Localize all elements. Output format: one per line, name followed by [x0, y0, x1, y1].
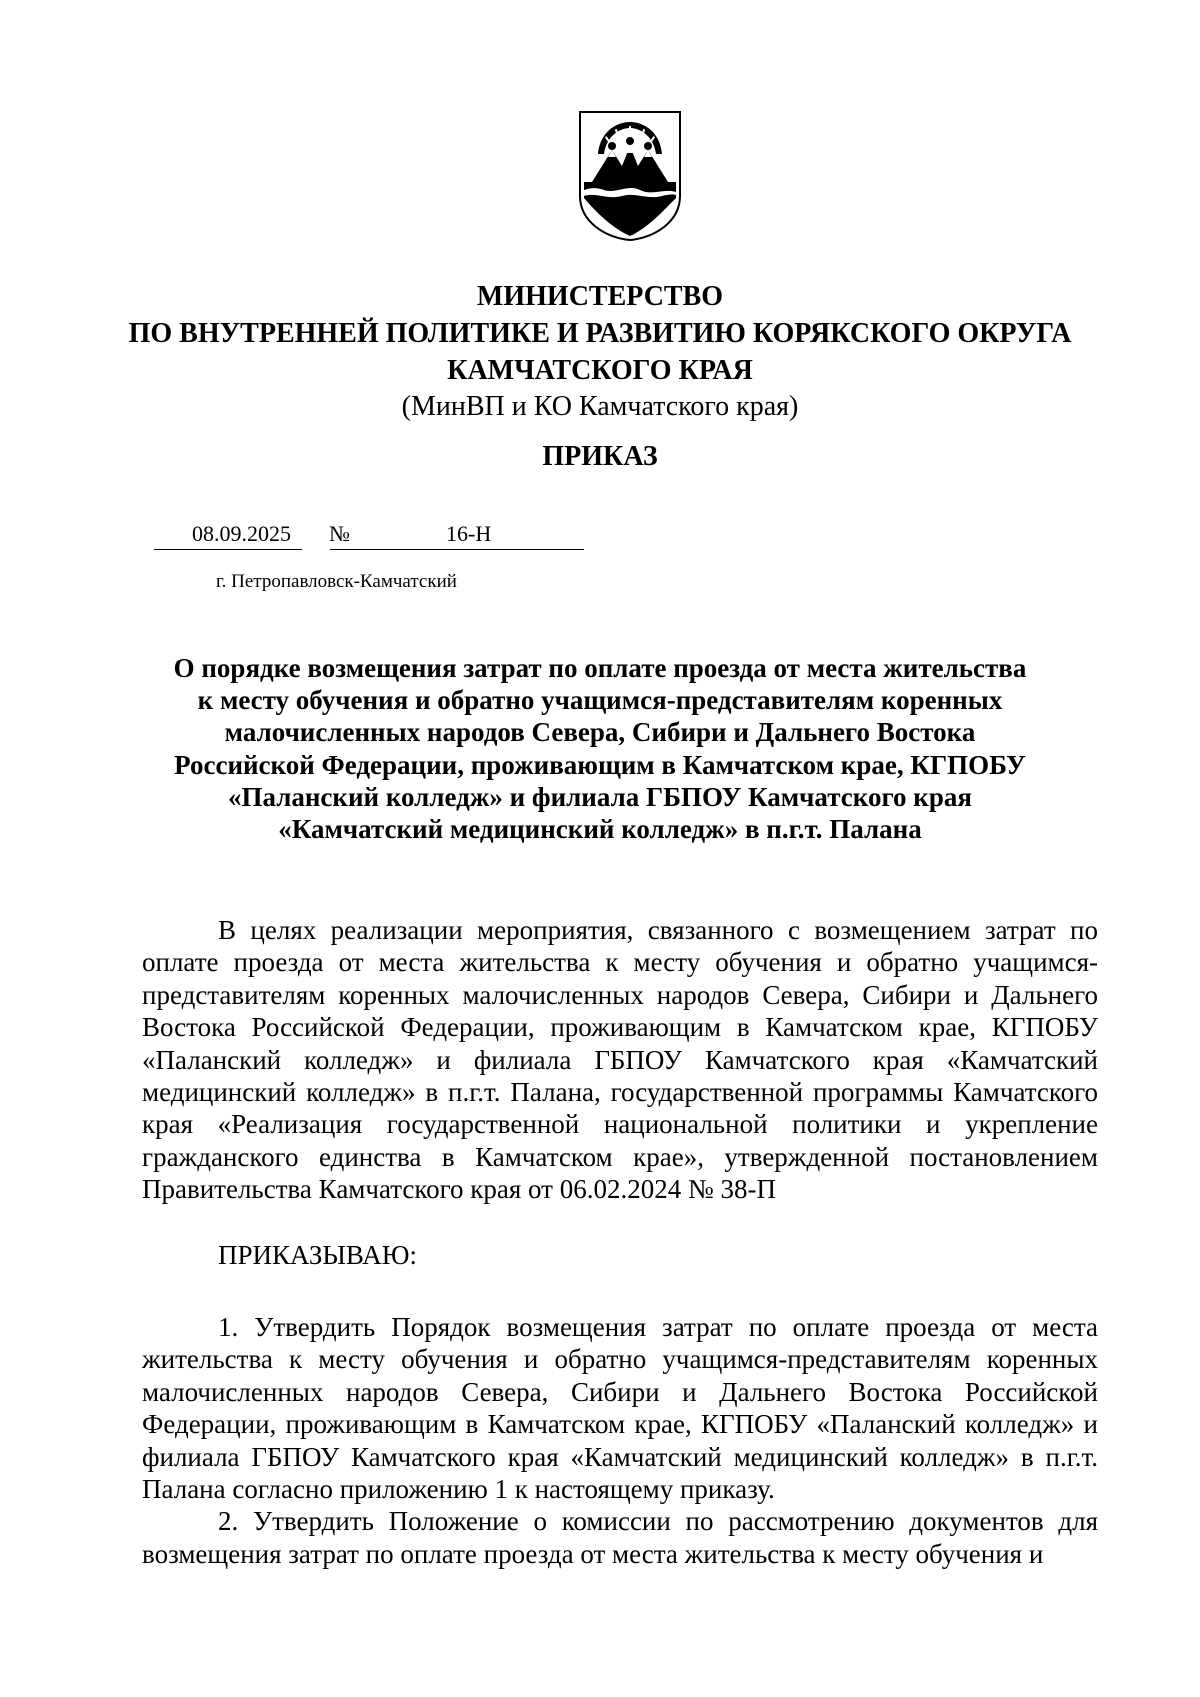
order-word: ПРИКАЗЫВАЮ: [218, 1240, 417, 1270]
document-date: 08.09.2025 [192, 521, 291, 546]
title-line: О порядке возмещения затрат по оплате проезда от места жительства [173, 653, 1027, 683]
date-underline [154, 549, 302, 550]
document-title [120, 652, 1080, 845]
preamble-section [142, 914, 1098, 1206]
order-item: 2. Утвердить Положение о комиссии по рассмотрению документов для возмещения затрат по оплате проезда от места жительства к месту обучения и [142, 1506, 1098, 1569]
preamble-paragraph: В целях реализации мероприятия, связанного с возмещением затрат по оплате проезда от места жительства к месту обучения и обратно учащимся-представителям коренных малочисленных народов Севера, Сибири и Дальнего Востока Российской Федерации, проживающим в Камчатском крае, КГПОБУ «Паланский колледж» и филиала ГБПОУ Камчатского края «Камчатский медицинский колледж» в п.г.т. Палана, государственной программы Камчатского края «Реализация государственной национальной политики и укрепление гражданского единства в Камчатском крае», утвержденной постановлением Правительства Камчатского края от 06.02.2024 № 38-П [142, 915, 1098, 1205]
title-line: «Паланский колледж» и филиала ГБПОУ Камчатского края [227, 781, 972, 812]
title-line: малочисленных народов Севера, Сибири и Дальнего Востока [224, 717, 976, 748]
ministry-name-line: МИНИСТЕРСТВО [476, 281, 724, 312]
number-underline [330, 549, 584, 550]
ministry-name-line: КАМЧАТСКОГО КРАЯ [447, 355, 753, 386]
ministry-name-line: ПО ВНУТРЕННЕЙ ПОЛИТИКЕ И РАЗВИТИЮ КОРЯКСКОГО ОКРУГА [128, 318, 1072, 349]
order-items [142, 1311, 1098, 1570]
ministry-short-name: (МинВП и КО Камчатского края) [401, 391, 799, 422]
title-line: к месту обучения и обратно учащимся-представителям коренных [197, 685, 1003, 716]
document-type-heading: ПРИКАЗ [542, 441, 658, 472]
ministry-header [100, 278, 1100, 425]
kamchatka-coat-of-arms-icon [578, 110, 682, 242]
number-sign: № [329, 521, 350, 546]
document-city: г. Петропавловск-Камчатский [216, 571, 457, 592]
title-line: «Камчатский медицинский колледж» в п.г.т. Палана [278, 814, 922, 845]
document-number: 16-Н [446, 521, 492, 546]
title-line: Российской Федерации, проживающим в Камчатском крае, КГПОБУ [174, 749, 1026, 780]
date-number-line [154, 521, 584, 553]
order-item: 1. Утвердить Порядок возмещения затрат по оплате проезда от места жительства к месту обучения и обратно учащимся-представителям коренных малочисленных народов Севера, Сибири и Дальнего Востока Российской Федерации, проживающим в Камчатском крае, КГПОБУ «Паланский колледж» и филиала ГБПОУ Камчатского края «Камчатский медицинский колледж» в п.г.т. Палана согласно приложению 1 к настоящему приказу. [142, 1312, 1098, 1505]
